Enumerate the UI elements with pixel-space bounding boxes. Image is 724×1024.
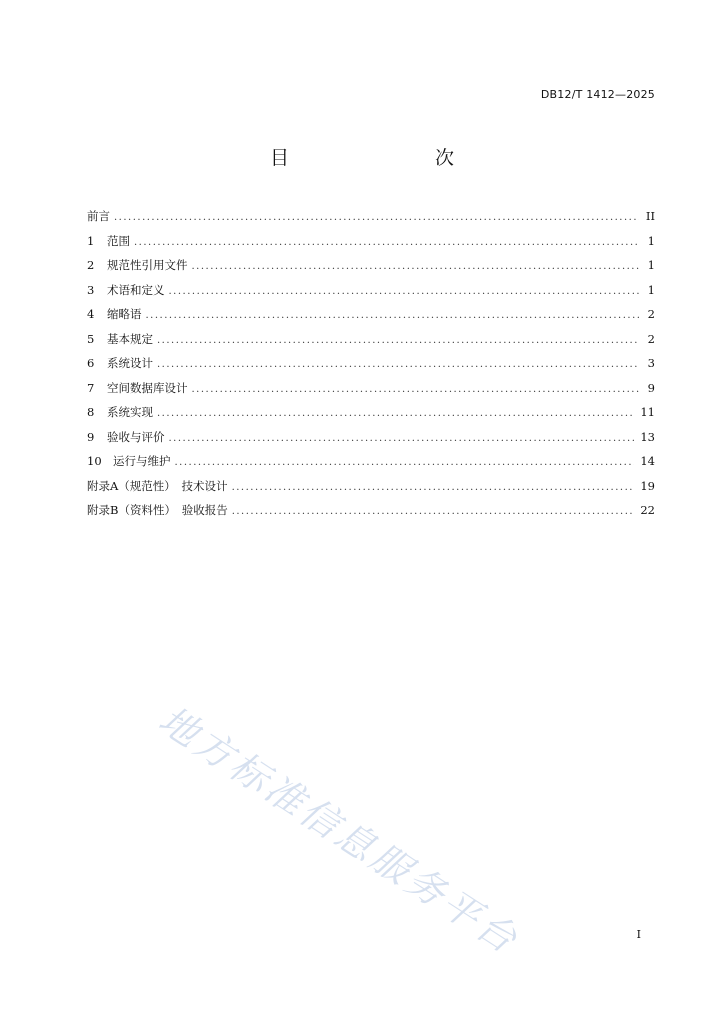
table-of-contents — [87, 208, 655, 527]
toc-entry-page: 1 — [647, 258, 655, 272]
dot-leader — [146, 310, 640, 321]
toc-entry-label: 4 缩略语 — [87, 307, 142, 321]
toc-entry-label: 7 空间数据库设计 — [87, 380, 188, 395]
toc-entry-page: II — [645, 209, 655, 223]
toc-entry-page: 11 — [640, 405, 655, 419]
toc-entry-number: 10 — [87, 454, 102, 468]
toc-entry-appendix-a[interactable] — [87, 478, 655, 503]
toc-entry-7[interactable] — [87, 380, 655, 405]
toc-entry-appendix-b[interactable] — [87, 502, 655, 527]
dot-leader — [192, 261, 640, 272]
standard-code: DB12/T 1412—2025 — [540, 88, 655, 101]
toc-entry-3[interactable] — [87, 282, 655, 307]
dot-leader — [192, 384, 640, 395]
toc-entry-number: 9 — [87, 429, 95, 444]
toc-entry-label: 附录B（资料性） 验收报告 — [87, 503, 228, 517]
toc-entry-8[interactable] — [87, 404, 655, 429]
toc-entry-number: 1 — [87, 233, 95, 248]
page-number: I — [636, 928, 641, 941]
toc-entry-page: 14 — [640, 454, 655, 468]
toc-entry-1[interactable] — [87, 233, 655, 258]
watermark: 地方标准信息服务平台 — [151, 697, 528, 964]
toc-entry-label: 前言 — [87, 209, 110, 223]
dot-leader — [157, 359, 639, 370]
toc-entry-6[interactable] — [87, 355, 655, 380]
dot-leader — [232, 482, 635, 493]
toc-entry-number: 8 — [87, 405, 95, 419]
toc-entry-label: 1 范围 — [87, 233, 130, 248]
toc-entry-page: 22 — [640, 503, 655, 517]
toc-entry-page: 3 — [647, 356, 655, 370]
toc-entry-4[interactable] — [87, 306, 655, 331]
toc-entry-page: 2 — [647, 307, 655, 321]
toc-entry-foreword[interactable] — [87, 208, 655, 233]
toc-entry-label: 10 运行与维护 — [87, 454, 171, 468]
toc-entry-number: 2 — [87, 258, 95, 272]
dot-leader — [169, 286, 640, 297]
toc-entry-page: 9 — [647, 380, 655, 395]
dot-leader — [114, 212, 639, 223]
dot-leader — [157, 408, 634, 419]
toc-entry-number: 7 — [87, 380, 95, 395]
toc-entry-page: 1 — [647, 233, 655, 248]
toc-entry-number: 3 — [87, 282, 95, 297]
toc-entry-label: 9 验收与评价 — [87, 429, 165, 444]
toc-entry-label: 2 规范性引用文件 — [87, 258, 188, 272]
toc-entry-page: 19 — [640, 478, 655, 493]
toc-entry-label: 8 系统实现 — [87, 405, 153, 419]
toc-entry-label: 附录A（规范性） 技术设计 — [87, 478, 228, 493]
dot-leader — [134, 237, 639, 248]
toc-entry-number: 6 — [87, 356, 95, 370]
dot-leader — [169, 433, 635, 444]
toc-entry-label: 3 术语和定义 — [87, 282, 165, 297]
dot-leader — [232, 506, 635, 517]
toc-entry-5[interactable] — [87, 331, 655, 356]
toc-entry-number: 5 — [87, 331, 95, 346]
toc-entry-page: 13 — [640, 429, 655, 444]
dot-leader — [157, 335, 639, 346]
dot-leader — [175, 457, 635, 468]
toc-entry-label: 6 系统设计 — [87, 356, 153, 370]
toc-entry-page: 2 — [647, 331, 655, 346]
toc-entry-label: 5 基本规定 — [87, 331, 153, 346]
toc-entry-9[interactable] — [87, 429, 655, 454]
toc-entry-number: 4 — [87, 307, 95, 321]
toc-entry-10[interactable] — [87, 453, 655, 478]
toc-entry-page: 1 — [647, 282, 655, 297]
toc-entry-2[interactable] — [87, 257, 655, 282]
toc-title: 目 次 — [269, 147, 490, 169]
